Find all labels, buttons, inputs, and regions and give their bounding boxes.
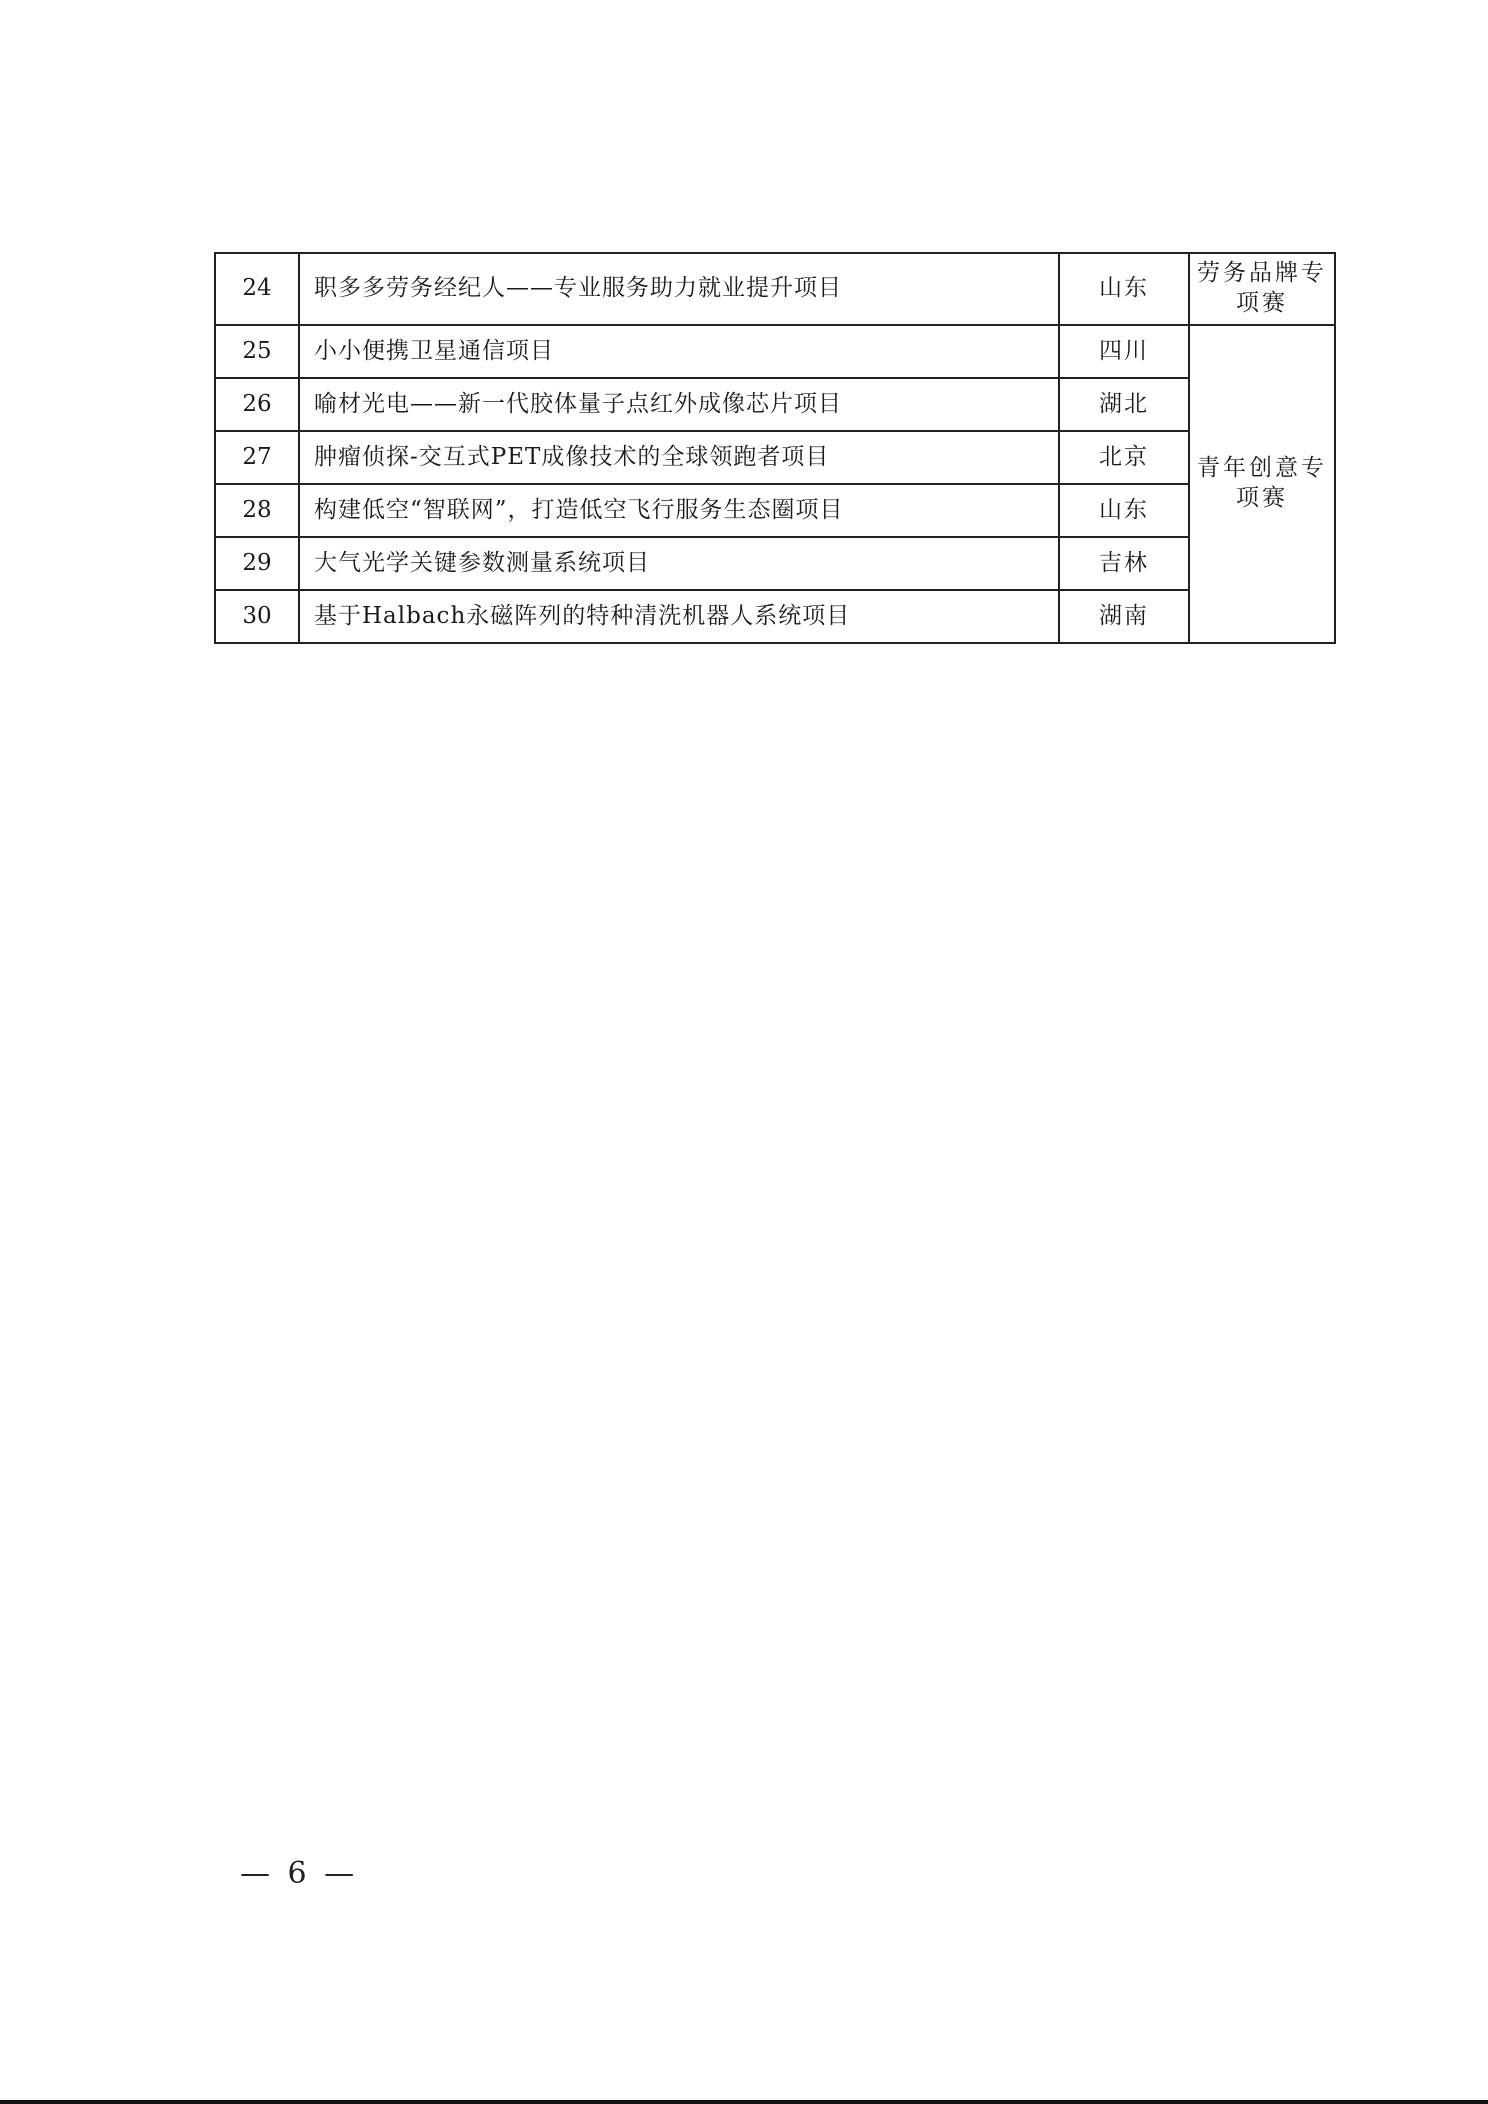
project-region: 北京	[1059, 431, 1189, 484]
table-row	[215, 325, 1335, 378]
category-youth-creative: 青年创意专项赛	[1189, 325, 1335, 643]
project-region: 湖北	[1059, 378, 1189, 431]
project-name: 喻材光电——新一代胶体量子点红外成像芯片项目	[299, 378, 1059, 431]
page-number: — 6 —	[240, 1856, 359, 1891]
row-number: 28	[215, 484, 299, 537]
table-row	[215, 537, 1335, 590]
project-region: 湖南	[1059, 590, 1189, 643]
category-labor-brand: 劳务品牌专项赛	[1189, 253, 1335, 325]
table-row	[215, 431, 1335, 484]
project-name: 基于Halbach永磁阵列的特种清洗机器人系统项目	[299, 590, 1059, 643]
table-row	[215, 590, 1335, 643]
project-table	[214, 252, 1336, 644]
project-name: 构建低空“智联网”，打造低空飞行服务生态圈项目	[299, 484, 1059, 537]
page-bottom-border	[0, 2100, 1488, 2104]
project-region: 山东	[1059, 484, 1189, 537]
project-region: 四川	[1059, 325, 1189, 378]
row-number: 24	[215, 253, 299, 325]
row-number: 30	[215, 590, 299, 643]
project-name: 职多多劳务经纪人——专业服务助力就业提升项目	[299, 253, 1059, 325]
table-row	[215, 378, 1335, 431]
project-region: 吉林	[1059, 537, 1189, 590]
row-number: 26	[215, 378, 299, 431]
project-name: 小小便携卫星通信项目	[299, 325, 1059, 378]
table-row	[215, 484, 1335, 537]
row-number: 25	[215, 325, 299, 378]
project-region: 山东	[1059, 253, 1189, 325]
row-number: 29	[215, 537, 299, 590]
project-name: 大气光学关键参数测量系统项目	[299, 537, 1059, 590]
row-number: 27	[215, 431, 299, 484]
table-row	[215, 253, 1335, 325]
project-name: 肿瘤侦探-交互式PET成像技术的全球领跑者项目	[299, 431, 1059, 484]
